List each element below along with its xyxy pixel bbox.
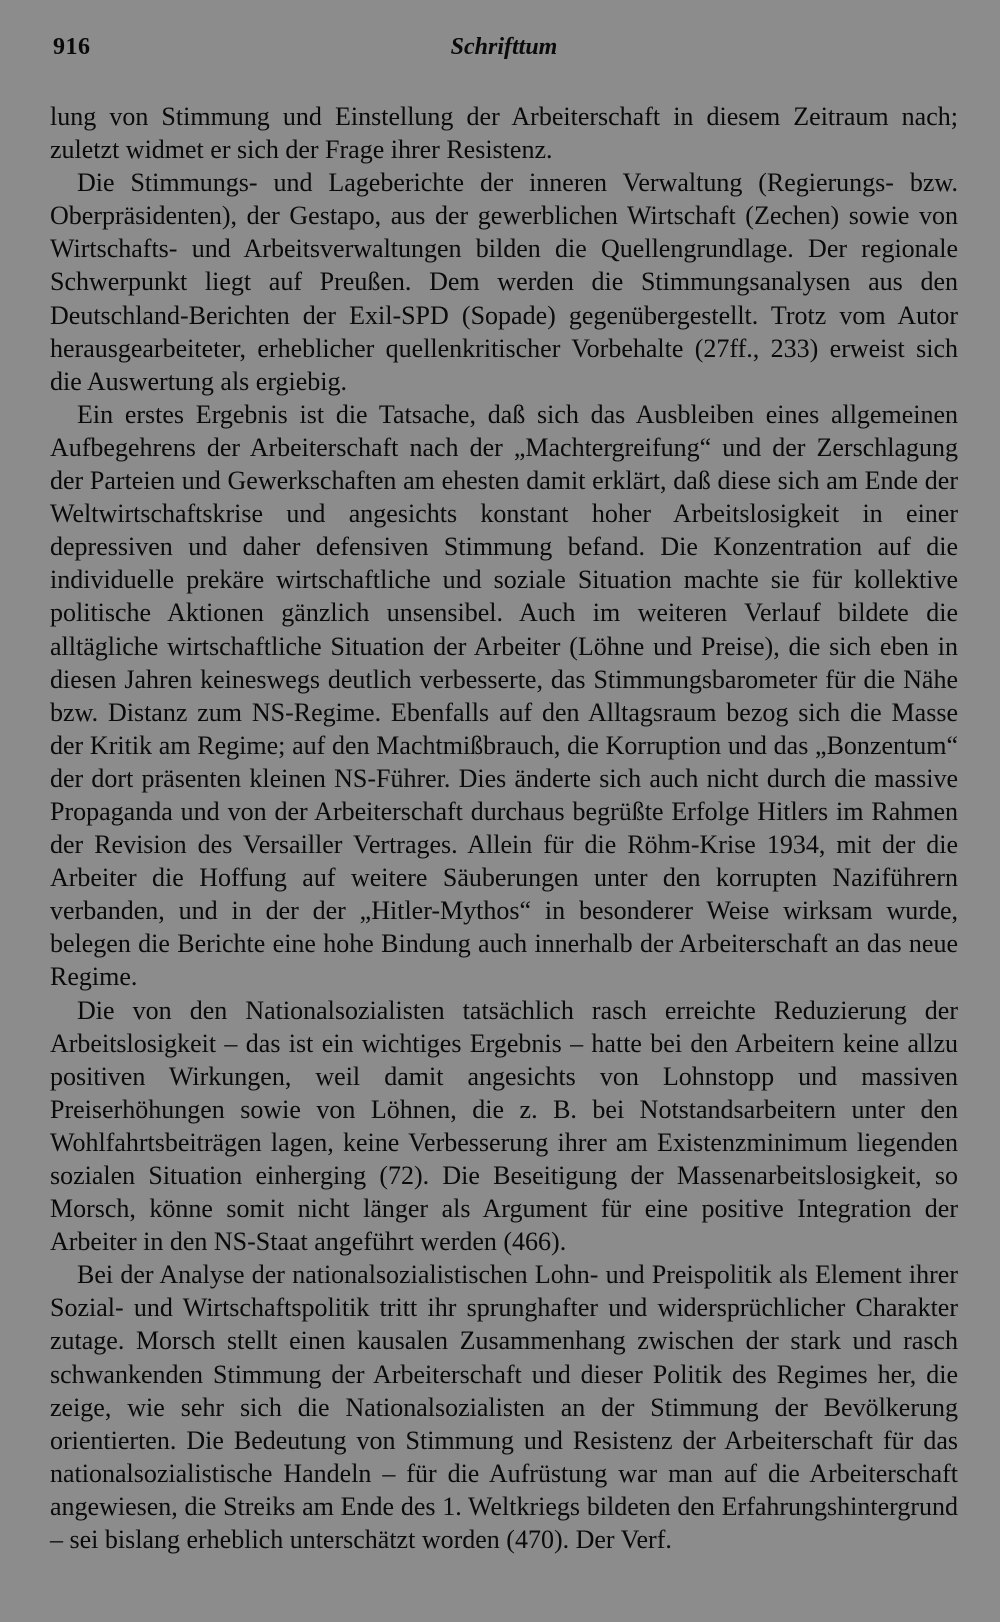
paragraph-1: lung von Stimmung und Einstellung der Arbeiterschaft in diesem Zeitraum nach; zuletzt widmet er sich der Frage ihrer Resistenz. [50,102,958,165]
paragraph-5: Bei der Analyse der nationalsozialistischen Lohn- und Preispolitik als Element ihrer Sozial- und Wirtschaftspolitik tritt ihr sprunghafter und widersprüchlicher Charakter zutage. Morsch stellt einen kausalen Zusammenhang zwischen der stark und rasch schwankenden Stimmung der Arbeiterschaft und dieser Politik des Regimes her, die zeige, wie sehr sich die Nationalsozialisten an der Stimmung der Bevölkerung orientierten. Die Bedeutung von Stimmung und Resistenz der Arbeiterschaft für das nationalsozialistische Handeln – für die Aufrüstung war man auf die Arbeiterschaft angewiesen, die Streiks am Ende des 1. Weltkriegs bildeten den Erfahrungshintergrund – sei bislang erheblich unterschätzt worden (470). Der Verf. [50,1260,958,1555]
paragraph-4: Die von den Nationalsozialisten tatsächlich rasch erreichte Reduzierung der Arbeitslosigkeit – das ist ein wichtiges Ergebnis – hatte bei den Arbeitern keine allzu positiven Wirkungen, weil damit angesichts von Lohnstopp und massiven Preiserhöhungen sowie von Löhnen, die z. B. bei Notstandsarbeitern unter den Wohlfahrtsbeiträgen lagen, keine Verbesserung ihrer am Existenzminimum liegenden sozialen Situation einherging (72). Die Beseitigung der Massenarbeitslosigkeit, so Morsch, könne somit nicht länger als Argument für eine positive Integration der Arbeiter in den NS-Staat angeführt werden (466). [50,995,958,1257]
running-head: Schrifttum [450,34,558,60]
document-page [50,34,958,1594]
body-text [50,100,958,1556]
paragraph-2: Die Stimmungs- und Lageberichte der inneren Verwaltung (Regierungs- bzw. Oberpräsidenten), der Gestapo, aus der gewerblichen Wirtschaft (Zechen) sowie von Wirtschafts- und Arbeitsverwaltungen bilden die Quellengrundlage. Der regionale Schwerpunkt liegt auf Preußen. Dem werden die Stimmungsanalysen aus den Deutschland-Berichten der Exil-SPD (Sopade) gegenübergestellt. Trotz vom Autor herausgearbeiteter, erheblicher quellenkritischer Vorbehalte (27ff., 233) erweist sich die Auswertung als ergiebig. [50,168,958,396]
page-number: 916 [53,34,91,60]
page-header [50,34,958,74]
paragraph-3: Ein erstes Ergebnis ist die Tatsache, daß sich das Ausbleiben eines allgemeinen Aufbegehrens der Arbeiterschaft nach der „Machtergreifung“ und der Zerschlagung der Parteien und Gewerkschaften am ehesten damit erklärt, daß diese sich am Ende der Weltwirtschaftskrise und angesichts konstant hoher Arbeitslosigkeit in einer depressiven und daher defensiven Stimmung befand. Die Konzentration auf die individuelle prekäre wirtschaftliche und soziale Situation machte sie für kollektive politische Aktionen gänzlich unsensibel. Auch im weiteren Verlauf bildete die alltägliche wirtschaftliche Situation der Arbeiter (Löhne und Preise), die sich eben in diesen Jahren keineswegs deutlich verbesserte, das Stimmungsbarometer für die Nähe bzw. Distanz zum NS-Regime. Ebenfalls auf den Alltagsraum bezog sich die Masse der Kritik am Regime; auf den Machtmißbrauch, die Korruption und das „Bonzentum“ der dort präsenten kleinen NS-Führer. Dies änderte sich auch nicht durch die massive Propaganda und von der Arbeiterschaft durchaus begrüßte Erfolge Hitlers im Rahmen der Revision des Versailler Vertrages. Allein für die Röhm-Krise 1934, mit der die Arbeiter die Hoffung auf weitere Säuberungen unter den korrupten Naziführern verbanden, und in der der „Hitler-Mythos“ in besonderer Weise wirksam wurde, belegen die Berichte eine hohe Bindung auch innerhalb der Arbeiterschaft an das neue Regime. [50,399,958,992]
